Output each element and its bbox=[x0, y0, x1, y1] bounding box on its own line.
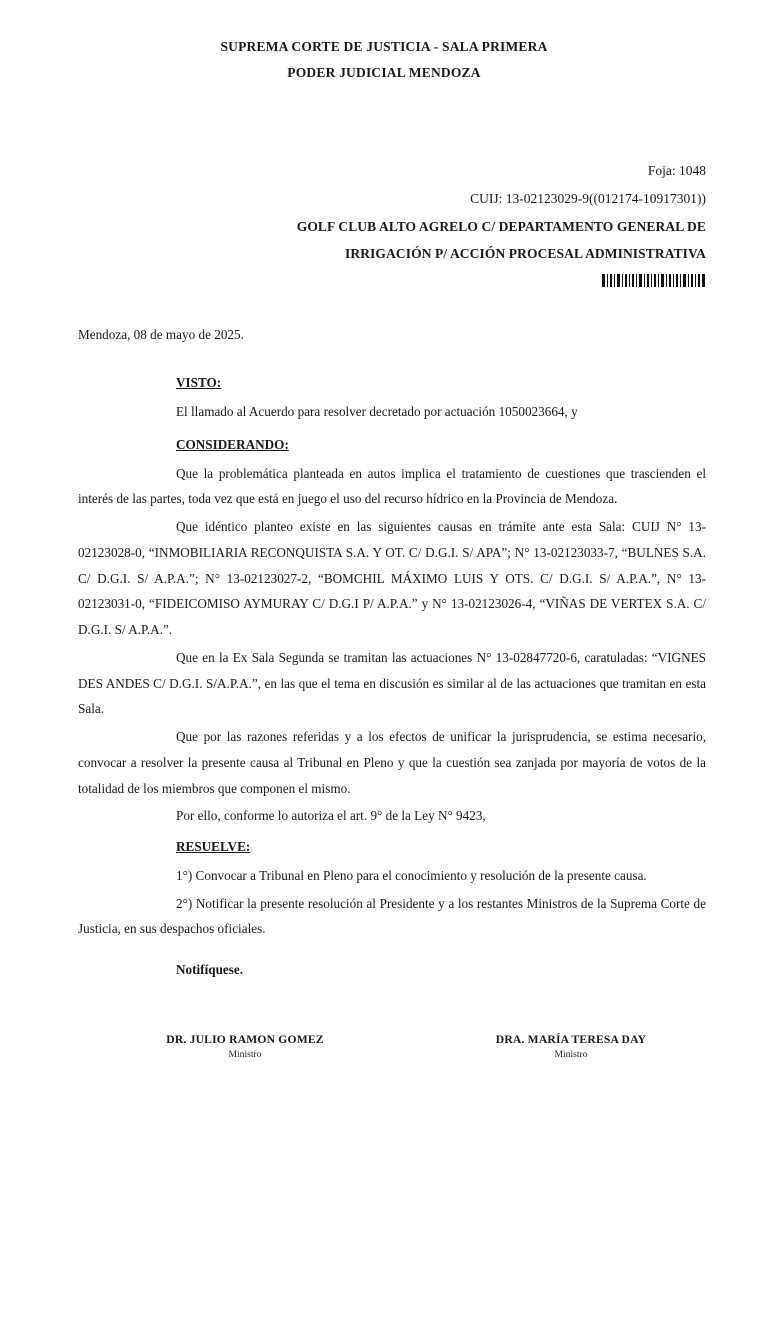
resolution-item-1: 1°) Convocar a Tribunal en Pleno para el conocimiento y resolución de la presente causa. bbox=[176, 867, 647, 883]
case-meta-block bbox=[0, 157, 768, 287]
section-heading-visto: VISTO: bbox=[176, 374, 222, 390]
por-ello-paragraph: Por ello, conforme lo autoriza el art. 9° de la Ley N° 9423, bbox=[176, 808, 486, 824]
considerando-paragraph-2: Que idéntico planteo existe en las siguientes causas en trámite ante esta Sala: CUIJ N° 13-02123028-0, “INMOBILIARIA RECONQUISTA S.A. Y OT. C/ D.G.I. S/ APA”; N° 13-02123033-7, “BULNES S.A. C/ D.G.I. S/ A.P.A.”; N° 13-02123027-2, “BOMCHIL MÁXIMO LUIS Y OTS. C/ D.G.I. S/ A.P.A.”, N° 13-02123031-0, “FIDEICOMISO AYMURAY C/ D.G.I P/ A.P.A.” y N° 13-02123026-4, “VIÑAS DE VERTEX S.A. C/ D.G.I. S/ A.P.A.”. bbox=[78, 519, 706, 638]
court-name: SUPREMA CORTE DE JUSTICIA - SALA PRIMERA bbox=[220, 39, 548, 54]
considerando-paragraph-3: Que en la Ex Sala Segunda se tramitan las actuaciones N° 13-02847720-6, caratuladas: “VIGNES DES ANDES C/ D.G.I. S/A.P.A.”, en las que el tema en discusión es similar al de las actuaciones que tramitan en esta Sala. bbox=[78, 649, 706, 717]
document-header bbox=[0, 0, 768, 85]
judicial-branch-name: PODER JUDICIAL MENDOZA bbox=[287, 64, 481, 80]
section-heading-resuelve: RESUELVE: bbox=[176, 838, 251, 854]
signature-entry bbox=[456, 1032, 686, 1062]
considerando-paragraph-4: Que por las razones referidas y a los efectos de unificar la jurisprudencia, se estima necesario, convocar a resolver la presente causa al Tribunal en Pleno y que la cuestión sea zanjada por mayoría de votos de la totalidad de los miembros que componen el mismo. bbox=[78, 729, 706, 796]
signatory-role: Ministro bbox=[228, 1049, 262, 1061]
signatory-name: DR. JULIO RAMON GOMEZ bbox=[166, 1033, 324, 1047]
signatory-role: Ministro bbox=[554, 1049, 588, 1061]
place-and-date: Mendoza, 08 de mayo de 2025. bbox=[78, 326, 244, 342]
signatory-name: DRA. MARÍA TERESA DAY bbox=[495, 1033, 647, 1047]
section-heading-considerando: CONSIDERANDO: bbox=[176, 436, 289, 452]
cuij-number: CUIJ: 13-02123029-9((012174-10917301)) bbox=[470, 190, 706, 206]
case-caption-line1: GOLF CLUB ALTO AGRELO C/ DEPARTAMENTO GENERAL DE bbox=[296, 218, 706, 234]
signature-entry bbox=[130, 1032, 360, 1062]
document-body bbox=[0, 327, 768, 1062]
visto-paragraph: El llamado al Acuerdo para resolver decretado por actuación 1050023664, y bbox=[176, 403, 578, 419]
barcode-icon bbox=[0, 274, 706, 287]
considerando-paragraph-1: Que la problemática planteada en autos implica el tratamiento de cuestiones que trascienden el interés de las partes, toda vez que está en juego el uso del recurso hídrico en la Provincia de Mendoza. bbox=[78, 465, 706, 507]
foja-number: Foja: 1048 bbox=[647, 163, 706, 179]
signature-block bbox=[78, 1032, 706, 1062]
resolution-item-2: 2°) Notificar la presente resolución al Presidente y a los restantes Ministros de la Suprema Corte de Justicia, en sus despachos oficiales. bbox=[78, 895, 706, 937]
case-caption-line2: IRRIGACIÓN P/ ACCIÓN PROCESAL ADMINISTRATIVA bbox=[345, 246, 706, 262]
notifiquese-text: Notifíquese. bbox=[176, 962, 244, 978]
